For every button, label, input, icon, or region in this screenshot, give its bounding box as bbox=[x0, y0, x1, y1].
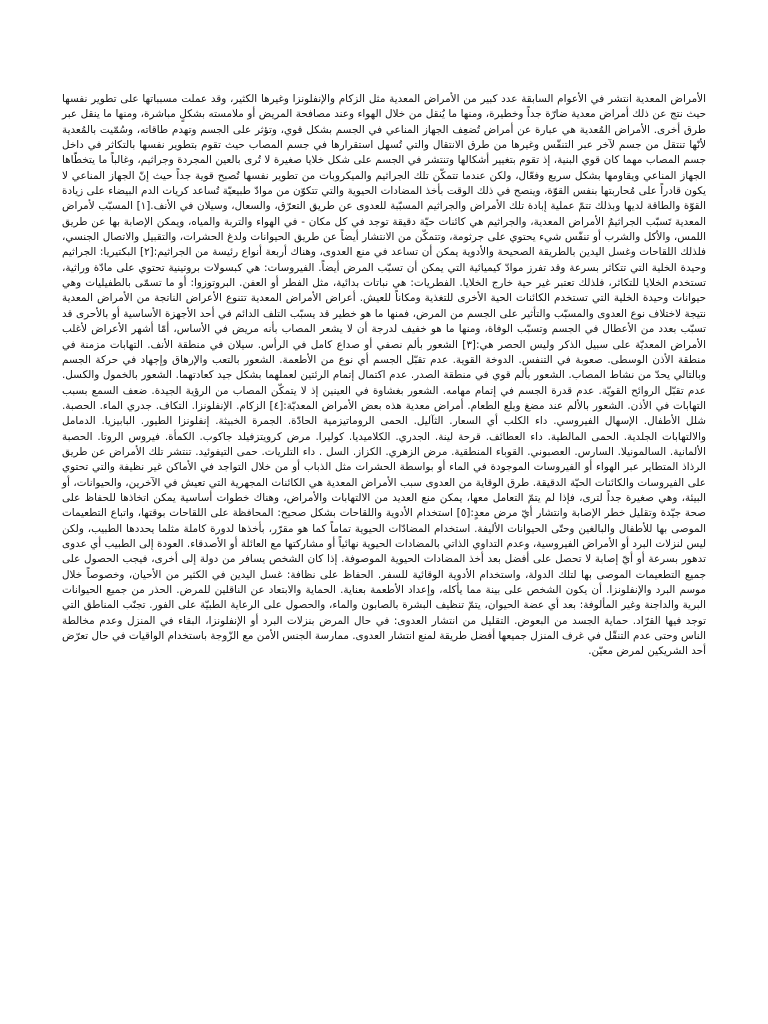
article-body: الأمراض المعدية انتشر في الأعوام السابقة عدد كبير من الأمراض المعدية مثل الزكام والإنفلونزا وغيرها الكثير، وقد عملت مسبباتها على تطوير نفسها حيث نتج عن ذلك أمراض معدية ضارّة جداً وخطيرة، ومنها ما يُنقل من خلال الهواء وعند مصافحة المريض أو ملامسته بشكلٍ مباشرة، ومنها ما ينقل عبر طرق أخرى. الأمراض المُعدية هي عبارة عن أمراض تُضعِف الجهاز المناعي في الجسم بشكل قوي، وتؤثر على الجسم وتهدم طاقاته، وسُمّيت بالمُعدية لأنّها تنتقل من جسم لآخر عبر التنفّس وغيرها من طرق الانتقال والتي تُسهل استقرارها في جسم المصاب حيث تقوم بتطوير نفسها بالتكاثر في داخل جسم المصاب مهما كان قوي البنية، إذ تقوم بتغيير أشكالها وتنتشر في الجسم على شكل خلايا صغيرة لا تُرى بالعين المجردة وجراثيم، وغالباً ما يتخطّاها الجهاز المناعي ويقاومها بشكل سريع وفعّال، ولكن عندما تتمكّن تلك الجراثيم والميكروبات من تطوير نفسها تُصبح قوية جداً حيث إنّ الجهاز المناعي لا يكون قادراً على مُحاربتها بنفس القوّة، وينصح في ذلك الوقت بأخذ المضادات الحيوية والتي تتكوّن من موادّ طبيعيّة تُساعد كريات الدم البيضاء على زيادة القوّة والطاقة لديها وبذلك تتمّ عملية إبادة تلك الأمراض والجراثيم المسبّبة للعدوى عن طريق التعرّق، والسعال، وسيلان في الأنف.[١] المسبّب لأمراض المعدية تَسبّب الجراثيمُ الأمراض المعدية، والجراثيم هي كائنات حيّة دقيقة توجد في كل مكان - في الهواء والتربة والمياه، ويمكن الإصابة بها عن طريق اللمس، والأكل والشرب أو تنفّس شيء يحتوي على جرثومة، وتتمكّن من الانتشار أيضاً عن طريق الحيوانات ولدغ الحشرات، والتقبيل والاتصال الجنسي، فلذلك اللقاحات وغسل اليدين بالطريقة الصحيحة والأدوية يمكن أن تساعد في منع العدوى، وهناك أربعة أنواع رئيسة من الجراثيم:[٢] البكتيريا: الجراثيم وحيدة الخلية التي تتكاثر بسرعة وقد تفرز موادّ كيميائية التي يمكن أن تسبّب المرض أيضاً. الفيروسات: هي كبسولات بروتينية تحتوي على مادّة وراثية، تستخدم الخلايا للتكاثر، فلذلك تعتبر غير حية خارج الخلايا. الفطريات: هي نباتات بدائية، مثل الفطر أو العفن. البروتوزوا: أو ما تسمّى بالطفيليات وهي حيوانات وحيدة الخلية التي تستخدم الكائنات الحية الأخرى للتغذية ومكاناً للعيش. أعراض الأمراض المعدية تتنوع الأعراض الناتجة من الأمراض المعدية نتيجة لاختلاف نوع العدوى والمسبّب والتأثير على الجسم من المرض، فمنها ما هو خطير قد يسبّب التلف الدائم في أحد الأجهزة الأساسية أو بالأحرى قد تسبّب بعدد من الأعطال في الجسم وتسبّب الوفاة، ومنها ما هو خفيف لدرجة أن لا يشعر المصاب بأنه مريض في الأساس، أمّا أشهر الأعراض لأغلب الأمراض المعديّة على سبيل الذكر وليس الحصر هي:[٣] الشعور بألم نصفي أو صداع كامل في الرأس. سيلان في منطقة الأنف. التهابات مزمنة في منطقة الأذن الوسطى. صعوبة في التنفس. الدوخة القوية. عدم تقبّل الجسم أي نوع من الأطعمة. الشعور بالتعب والإرهاق وإجهاد في حركة الجسم وبالتالي يحدّ من نشاط المصاب. الشعور بألم قوي في منطقة الصدر. عدم اكتمال إتمام الرئتين لعملهما بشكل جيد كعادتهما. الشعور بالخمول والكسل. عدم تقبّل الروائح القويّة. عدم قدرة الجسم في إتمام مهامه. الشعور بغشاوة في العينين إذ لا يتمكّن المصاب من الرؤية الجيدة. ضعف السمع بسبب التهابات في الأذن. الشعور بالألم عند مضغ وبلع الطعام. أمراض معدية هذه بعض الأمراض المعديّة:[٤] الزكام. الإنفلونزا. التكاف. جدري الماء. الحصبة. شلل الأطفال. الإسهال الفيروسي. داء الكلب أي السعار. الثآليل. الحمى الروماتيزمية الحادّة. الجمرة الخبيثة. إنفلونزا الطيور. البابيزيا. الدمامل والالتهابات الجلدية. الحمى المالطية. داء العطائف. قرحة لينة. الجدري. الكلاميديا. كوليرا. مرض كرويتزفيلد جاكوب. الكمأة. فيروس الروتا. الحصبة الألمانية. السالمونيلا. السارس. العصبوني. القوباء المنطقية. مرض الزهري. الكزاز. السل . داء التلريات. حمى التيفوئيد. تنتشر تلك الأمراض عن طريق الرذاذ المتطاير عبر الهواء أو الفيروسات الموجودة في الماء أو بواسطة الحشرات مثل الذباب أو من خلال التواجد في الأماكن غير نظيفة والتي تحتوي على الفيروسات والكائنات الحيّة الدقيقة. طرق الوقاية من العدوى سبب الأمراض المعدية هي الكائنات المجهرية التي تعيش في الآخرين، والحيوانات، أو البيئة، وهي صغيرة جداً لترى، فإذا لم يتمّ التعامل معها، يمكن منع العديد من الالتهابات والأمراض، وهناك خطوات أساسية يمكن اتخاذها للحفاظ على صحة جيّدة وتقليل خطر الإصابة وانتشار أيّ مرض معدٍ:[٥] استخدام الأدوية واللقاحات بشكل صحيح: المحافظة على اللقاحات بوقتها، واتباع التطعيمات الموصى بها للأطفال والبالغين وحتّى الحيوانات الأليفة. استخدام المضادّات الحيوية تماماً كما هو مقرّر، بأخذها لدورة كاملة مثلما يحددها الطبيب، ولكن ليس لنزلات البرد أو الأمراض الفيروسية، وعدم التداوي الذاتي بالمضادات الحيوية نهائياً أو مشاركتها مع العائلة أو الأصدقاء. العودة إلى الطبيب أي عدوى تدهور بسرعة أو أيّ إصابة لا تحصل على أفضل بعد أخذ المضادات الحيوية الموصوفة. إذا كان الشخص يسافر من دولة إلى أخرى، فيجب الحصول على جميع التطعيمات الموصى بها لتلك الدولة، واستخدام الأدوية الوقائية للسفر. الحفاظ على نظافة: غسل اليدين في الكثير من الأحيان، وخصوصاً خلال موسم البرد والإنفلونزا. أن يكون الشخص على بينة مما يأكله، وإعداد الأطعمة بعناية. الحماية والابتعاد عن الناقلين للمرض. الحذر من جميع الحيوانات البرية والداجنة وغير المألوفة: بعد أي عضة الحيوان، يتمّ تنظيف البشرة بالصابون والماء، والحصول على الرعاية الطبيّة على الفور. تجنّب المناطق التي توجد فيها القرّاد. حماية الجسد من البعوض. التقليل من انتشار العدوى: في حال المرض بنزلات البرد أو الإنفلونزا، البقاء في المنزل وعدم مخالطة الناس وحتى عدم التنقّل في غرف المنزل جميعها أفضل طريقة لمنع انتشار العدوى. ممارسة الجنس الأمن مع الزّوجة باستخدام الواقيات في حال تعرّض أحد الشريكين لمرض معيّن. bbox=[62, 93, 707, 658]
document-page bbox=[62, 92, 706, 660]
